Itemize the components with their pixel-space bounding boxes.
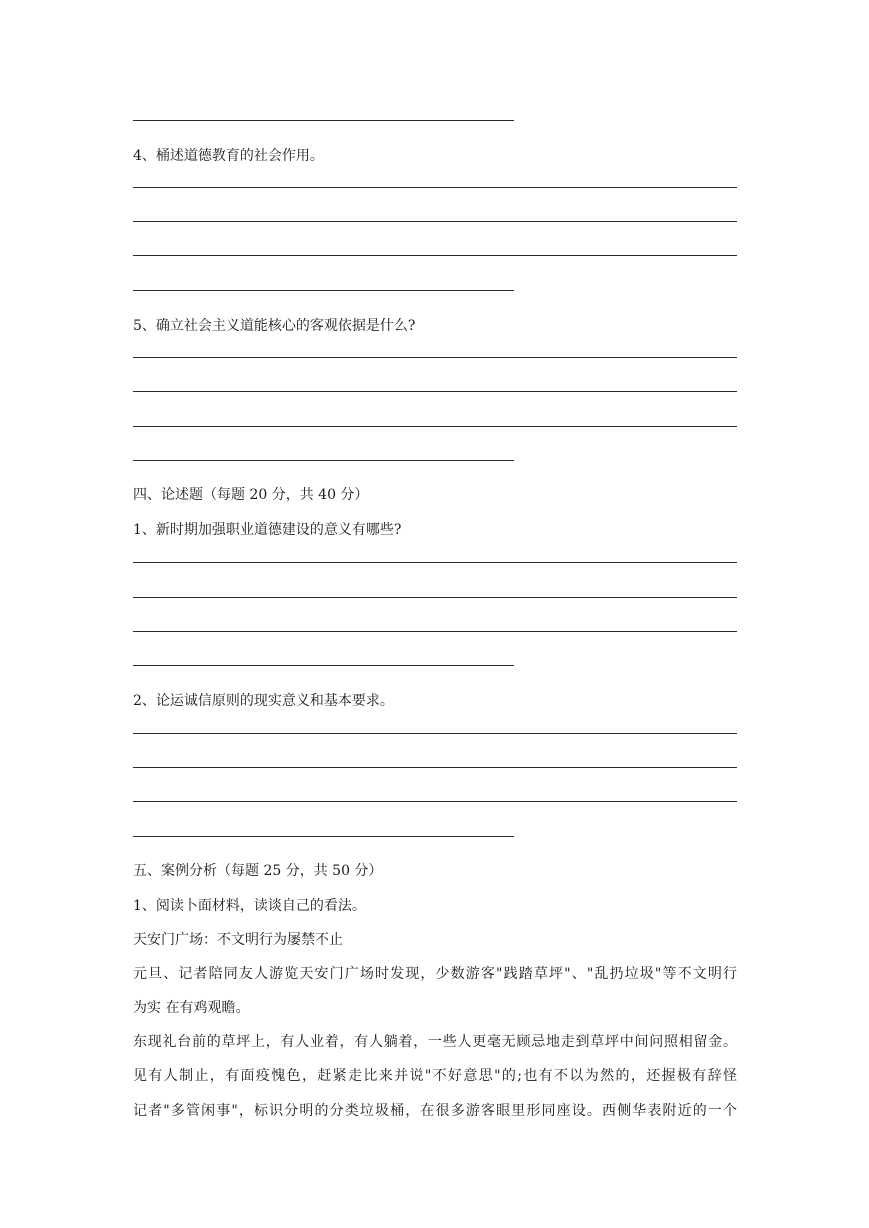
section-4-question-2: 2、论运诚信原则的现实意义和基本要求。 <box>133 693 394 709</box>
section-5-title: 五、案例分析（每题 25 分，共 50 分） <box>133 863 383 879</box>
question-5: 5、确立社会主义道能核心的客观依据是什么? <box>133 318 416 334</box>
case-paragraph-line: 记者"多管闲事"，标识分明的分类垃圾桶，在很多游客眼里形同座设。西侧华表附近的一个 <box>133 1103 737 1119</box>
answer-line <box>133 357 737 358</box>
answer-line <box>133 290 514 291</box>
question-4: 4、桶述道德教育的社会作用。 <box>133 148 324 164</box>
case-paragraph-line: 东现礼台前的草坪上，有人业着，有人躺着，一些人更毫无顾忌地走到草坪中间问照相留金。 <box>133 1034 737 1050</box>
answer-line <box>133 391 737 392</box>
answer-line <box>133 426 737 427</box>
answer-line <box>133 120 514 121</box>
answer-line <box>133 631 737 632</box>
answer-line <box>133 597 737 598</box>
answer-line <box>133 733 737 734</box>
answer-line <box>133 187 737 188</box>
answer-line <box>133 801 737 802</box>
section-5-question-1: 1、阅读卜面材料，读谈自己的看法。 <box>133 898 366 914</box>
section-4-title: 四、论述题（每题 20 分，共 40 分） <box>133 487 369 503</box>
case-paragraph-line: 见有人制止，有面疫愧色，赶紧走比来并说"不好意思"的;也有不以为然的，还握极有辞怪 <box>133 1068 737 1084</box>
answer-line <box>133 665 514 666</box>
answer-line <box>133 221 737 222</box>
case-paragraph-line: 为实 在有鸡观瞻。 <box>133 1000 250 1016</box>
answer-line <box>133 460 514 461</box>
answer-line <box>133 562 737 563</box>
answer-line <box>133 836 514 837</box>
answer-line <box>133 255 737 256</box>
case-paragraph-line: 元旦、记者陪同友人游览天安门广场时发现，少数游客"践踏草坪"、"乱扔垃圾"等不文明行 <box>133 966 737 982</box>
case-heading: 天安门广场：不文明行为屡禁不止 <box>133 932 343 948</box>
answer-line <box>133 767 737 768</box>
section-4-question-1: 1、新时期加强职业道德建设的意义有哪些? <box>133 522 402 538</box>
